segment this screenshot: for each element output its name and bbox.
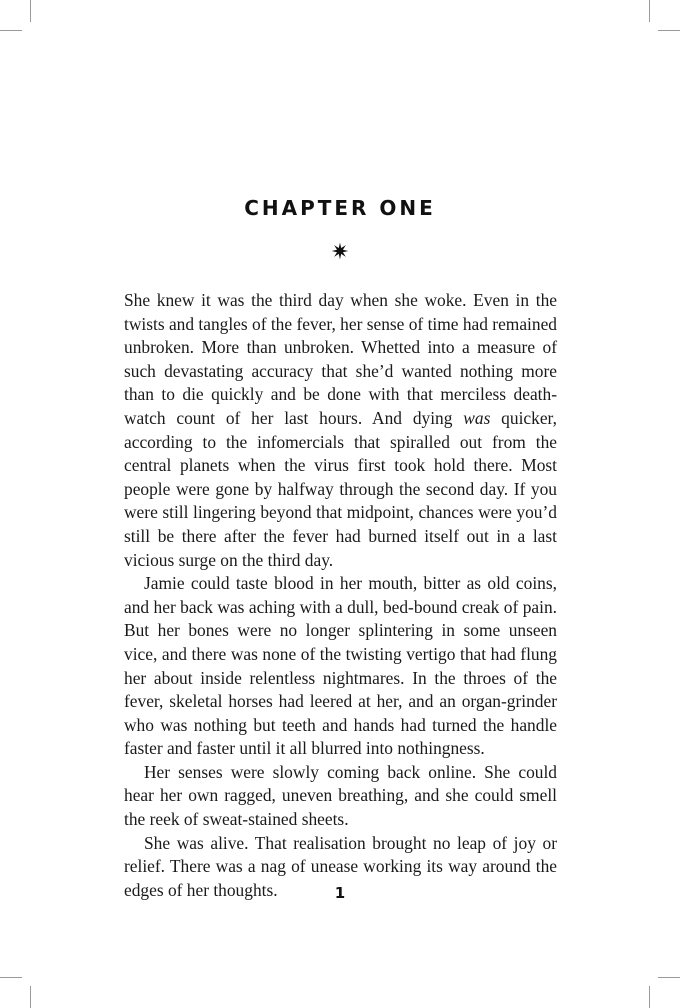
crop-mark-bottom-left-horizontal (0, 977, 22, 978)
paragraph-text: She was alive. That realisation brought no leap of joy or relief. There was a nag of unease working its way around the edges of her thoughts. (124, 832, 557, 900)
paragraph (124, 761, 557, 832)
asterisk-star-icon: ✷ (330, 240, 350, 265)
paragraph (124, 289, 557, 572)
paragraph-text: Jamie could taste blood in her mouth, bitter as old coins, and her back was aching with a dull, bed-bound creak of pain. But her bones were no longer splintering in some unseen vice, and there was none of the twisting vertigo that had flung her about inside relentless nightmares. In the throes of the fever, skeletal horses had leered at her, and an organ-grinder who was nothing but teeth and hands had turned the handle faster and faster until it all blurred into nothingness. (124, 573, 557, 759)
crop-mark-top-right-vertical (649, 0, 650, 22)
crop-mark-bottom-left-vertical (30, 986, 31, 1008)
crop-mark-bottom-right-vertical (649, 986, 650, 1008)
paragraph-text: She knew it was the third day when she woke. Even in the twists and tangles of the fever, her sense of time had remained unbroken. More than unbroken. Whetted into a measure of such devastating accuracy that she’d wanted nothing more than to die quickly and be done with that merciless death-watch count of her last hours. And dying (124, 290, 557, 428)
chapter-body-text (124, 289, 557, 902)
crop-mark-top-left-vertical (30, 0, 31, 22)
page-number: 1 (334, 884, 346, 902)
crop-mark-top-left-horizontal (0, 30, 22, 31)
emphasis-text: was (463, 407, 491, 428)
crop-mark-top-right-horizontal (658, 30, 680, 31)
paragraph (124, 572, 557, 761)
paragraph-text: Her senses were slowly coming back online. She could hear her own ragged, uneven breathing, and she could smell the reek of sweat-stained sheets. (124, 761, 557, 830)
crop-mark-bottom-right-horizontal (658, 977, 680, 978)
paragraph-text: quicker, according to the infomercials that spiralled out from the central planets when the virus first took hold there. Most people were gone by halfway through the second day. If you were still lingering beyond that midpoint, chances were you’d still be there after the fever had burned itself out in a last vicious surge on the third day. (124, 407, 557, 570)
chapter-title: CHAPTER ONE (244, 196, 436, 220)
